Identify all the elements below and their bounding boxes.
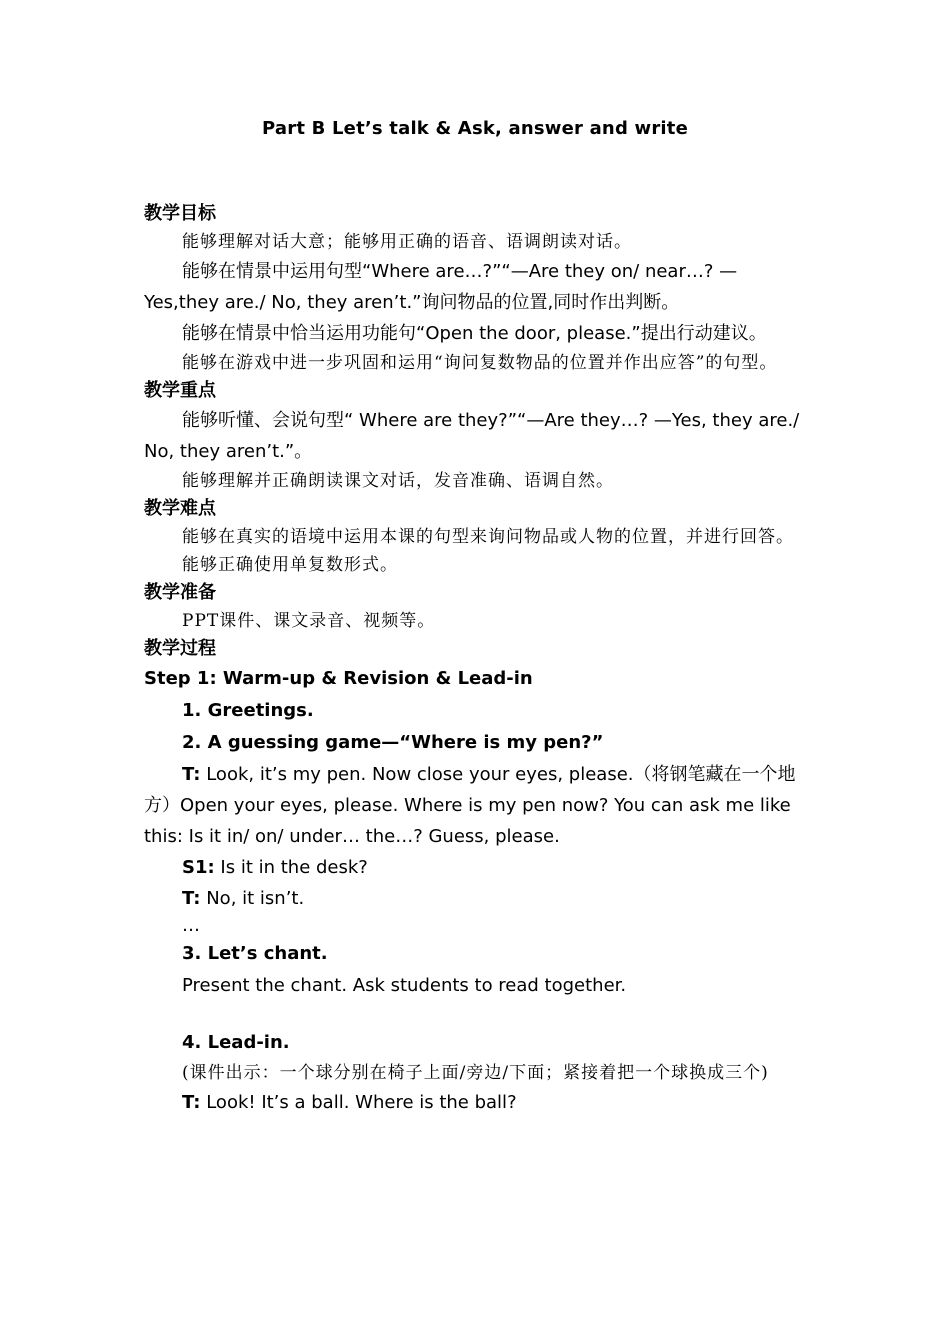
speaker-label: S1:: [182, 857, 215, 878]
dialogue-line: [144, 852, 806, 883]
difficulty-item: 能够在真实的语境中运用本课的句型来询问物品或人物的位置，并进行回答。: [182, 527, 794, 547]
section-heading-difficulties: 教学难点: [144, 498, 216, 519]
difficulty-item: 能够正确使用单复数形式。: [182, 555, 398, 575]
objective-item: 能够理解对话大意；能够用正确的语音、语调朗读对话。: [182, 232, 632, 252]
dialogue-text: Look, it’s my pen. Now close your eyes, please.（将钢笔藏在一个地方）Open your eyes, please. Where is my pen now? You can ask me like this: Is it in/ on/ under… the…? Guess, please.: [144, 764, 796, 847]
speaker-label: T:: [182, 764, 201, 785]
sub-step-title: 3. Let’s chant.: [182, 943, 328, 964]
step-description: (课件出示：一个球分别在椅子上面/旁边/下面；紧接着把一个球换成三个): [182, 1063, 769, 1083]
step-heading: Step 1: Warm-up & Revision & Lead-in: [144, 668, 533, 689]
dialogue-text: Is it in the desk?: [214, 857, 368, 878]
speaker-label: T:: [182, 888, 201, 909]
section-heading-key-points: 教学重点: [144, 380, 216, 401]
sub-step-title: 4. Lead-in.: [182, 1032, 290, 1053]
page-title: Part B Let’s talk & Ask, answer and write: [262, 118, 688, 139]
section-heading-objectives: 教学目标: [144, 203, 216, 224]
dialogue-line: [144, 1087, 806, 1118]
key-point-item: 能够听懂、会说句型“ Where are they?”“—Are they…? —Yes, they are./ No, they aren’t.”。: [144, 410, 800, 462]
dialogue-text: No, it isn’t.: [200, 888, 305, 909]
ellipsis: …: [182, 915, 200, 936]
sub-step-title: 1. Greetings.: [182, 700, 314, 721]
section-heading-preparation: 教学准备: [144, 582, 216, 603]
blank-line: [144, 1001, 806, 1027]
document-body: [144, 200, 806, 1118]
preparation-item: PPT课件、课文录音、视频等。: [182, 611, 436, 631]
objective-item: 能够在情景中运用句型“Where are…?”“—Are they on/ near…? —Yes,they are./ No, they aren’t.”询问物品的位置,同时作出判断。: [144, 261, 738, 313]
key-point-item: 能够理解并正确朗读课文对话，发音准确、语调自然。: [182, 471, 614, 491]
objective-item: 能够在游戏中进一步巩固和运用“询问复数物品的位置并作出应答”的句型。: [182, 353, 778, 373]
speaker-label: T:: [182, 1092, 201, 1113]
step-description: Present the chant. Ask students to read together.: [182, 975, 627, 996]
objective-item: 能够在情景中恰当运用功能句“Open the door, please.”提出行动建议。: [182, 323, 767, 344]
dialogue-line: [144, 759, 806, 852]
sub-step-title: 2. A guessing game—“Where is my pen?”: [182, 732, 604, 753]
dialogue-line: [144, 883, 806, 914]
dialogue-text: Look! It’s a ball. Where is the ball?: [200, 1092, 517, 1113]
section-heading-process: 教学过程: [144, 638, 216, 659]
